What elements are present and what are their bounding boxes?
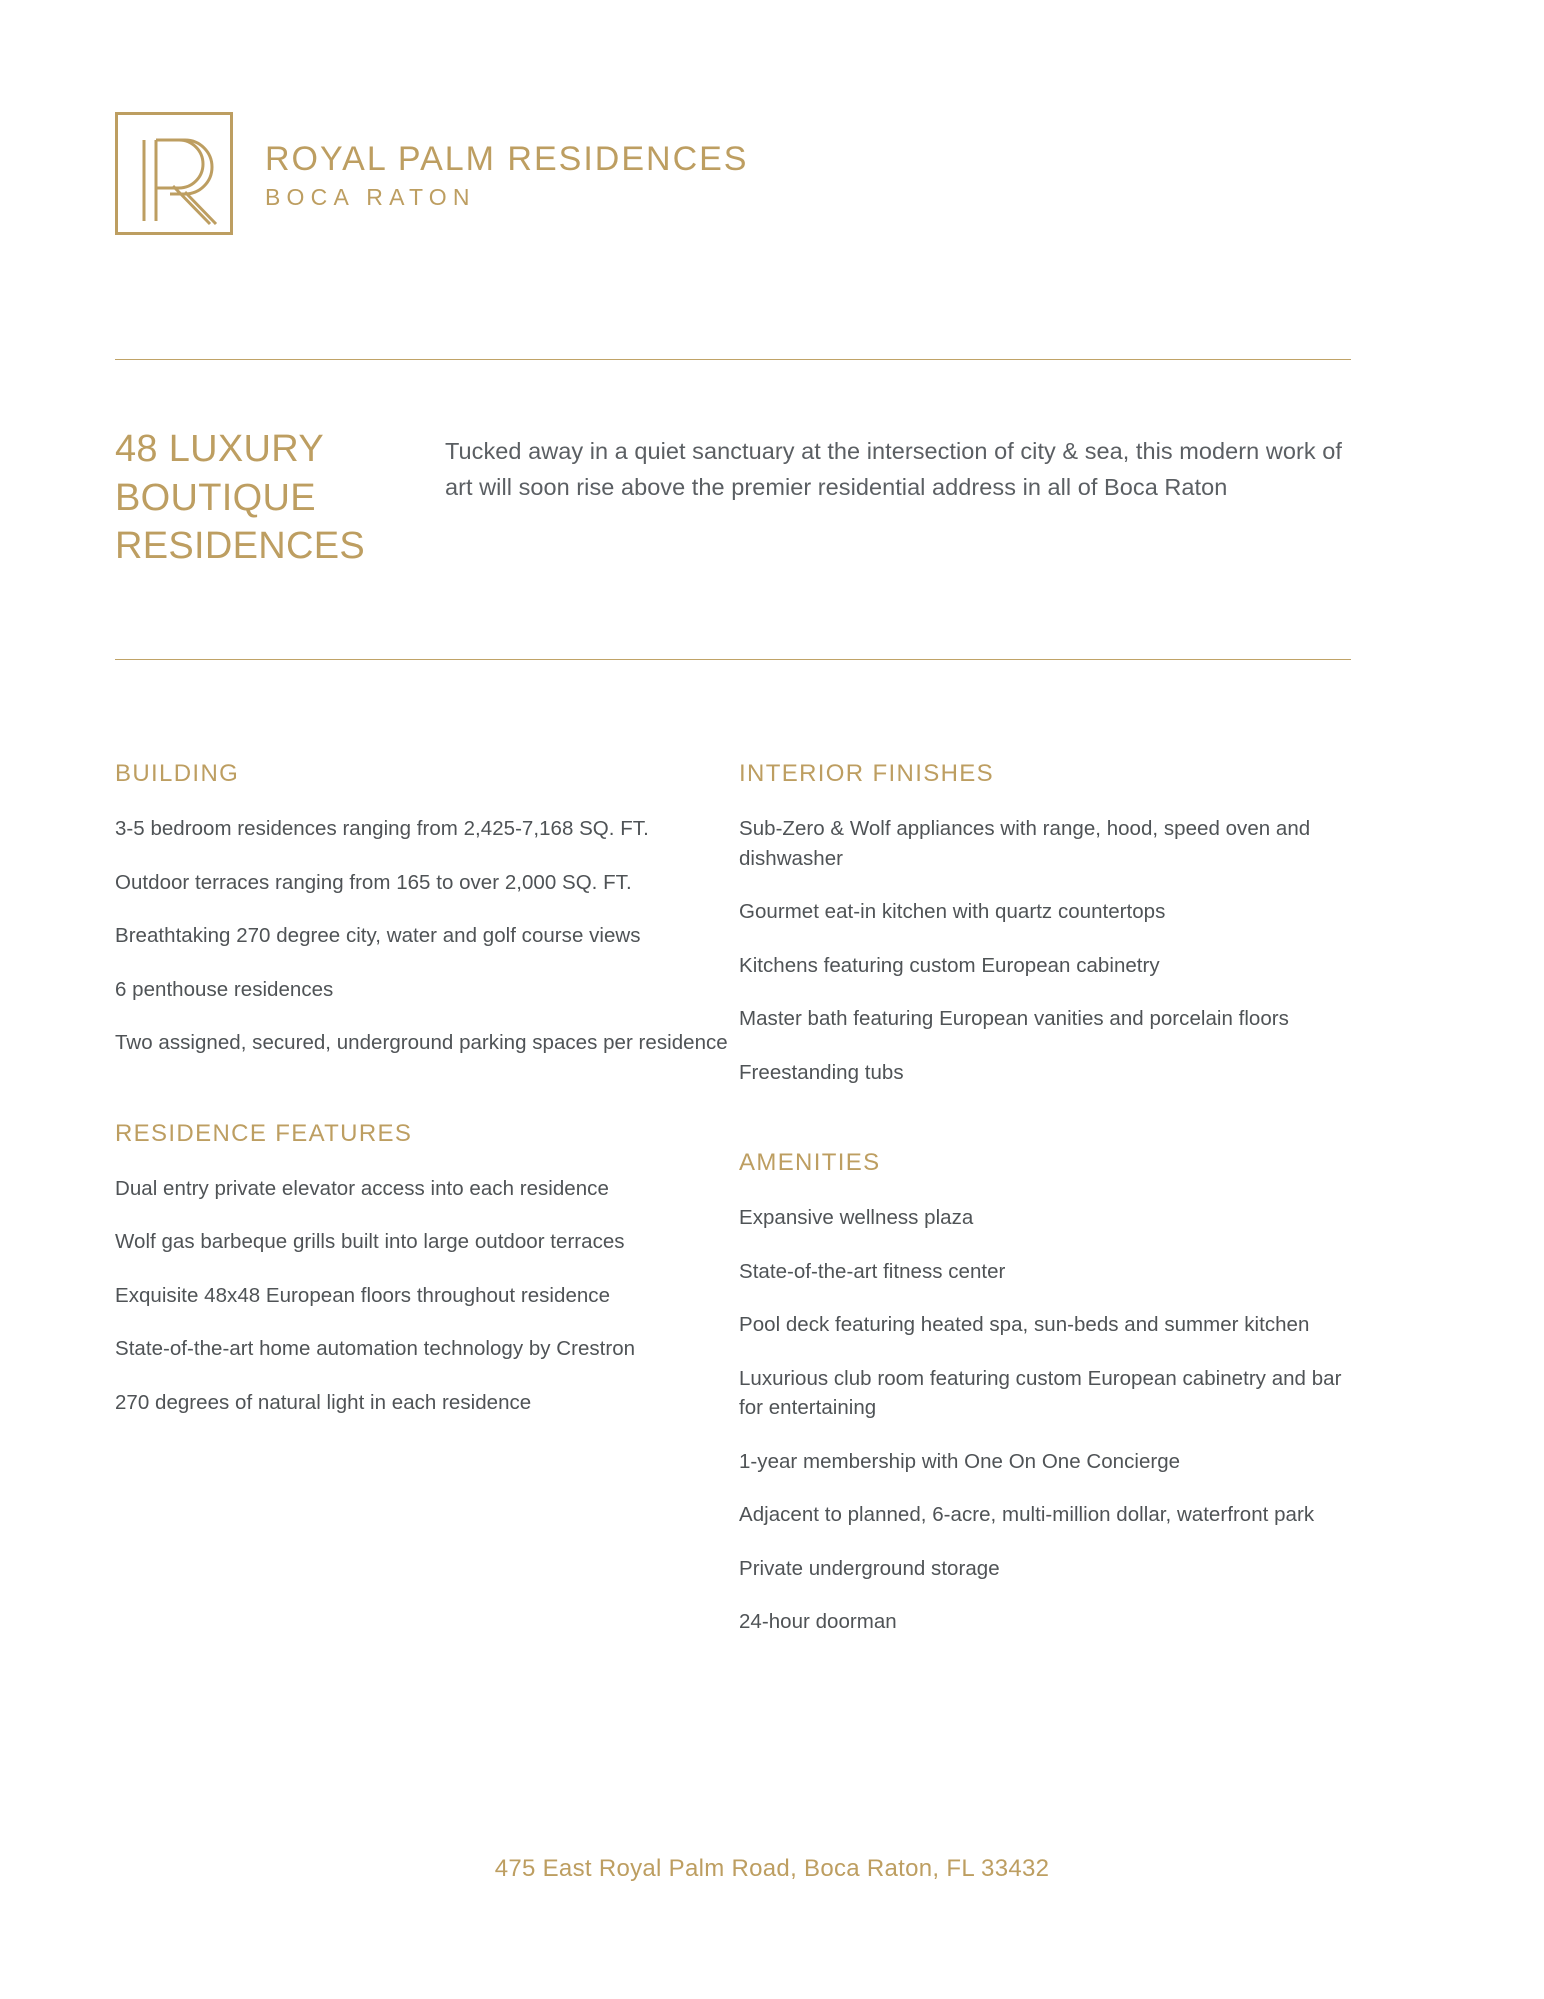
intro-band	[115, 425, 1355, 571]
list-item: Two assigned, secured, underground parking spaces per residence	[115, 1031, 728, 1055]
royal-palm-r-monogram-icon	[115, 112, 233, 235]
list-item: Outdoor terraces ranging from 165 to over 2,000 SQ. FT.	[115, 870, 632, 894]
section-building	[115, 760, 735, 1058]
footer-address: 475 East Royal Palm Road, Boca Raton, FL 33432	[494, 1855, 1050, 1882]
list-item: Breathtaking 270 degree city, water and golf course views	[115, 924, 641, 948]
brand-header	[115, 112, 749, 235]
divider-bottom	[115, 659, 1351, 660]
section-title-amenities: AMENITIES	[739, 1149, 881, 1177]
list-item: Dual entry private elevator access into each residence	[115, 1176, 609, 1200]
section-amenities	[739, 1149, 1355, 1637]
section-title-residence-features: RESIDENCE FEATURES	[115, 1119, 413, 1147]
list-item: 1-year membership with One On One Concierge	[739, 1449, 1181, 1473]
list-item: Exquisite 48x48 European floors throughout residence	[115, 1283, 611, 1307]
bullet-list-interior-finishes	[739, 814, 1355, 1087]
intro-description: Tucked away in a quiet sanctuary at the intersection of city & sea, this modern work of art will soon rise above the premier residential address in all of Boca Raton	[445, 438, 1342, 500]
list-item: 24-hour doorman	[739, 1610, 897, 1634]
list-item: Wolf gas barbeque grills built into large outdoor terraces	[115, 1230, 625, 1254]
list-item: Private underground storage	[739, 1556, 1000, 1580]
bullet-list-residence-features	[115, 1174, 735, 1418]
list-item: 3-5 bedroom residences ranging from 2,425-7,168 SQ. FT.	[115, 817, 649, 840]
list-item: Sub-Zero & Wolf appliances with range, hood, speed oven and dishwasher	[739, 817, 1311, 870]
divider-top	[115, 359, 1351, 360]
list-item: State-of-the-art fitness center	[739, 1259, 1006, 1283]
column-left	[115, 760, 735, 1637]
list-item: 6 penthouse residences	[115, 977, 334, 1001]
list-item: State-of-the-art home automation technology by Crestron	[115, 1337, 636, 1361]
list-item: Pool deck featuring heated spa, sun-beds and summer kitchen	[739, 1313, 1310, 1337]
list-item: Luxurious club room featuring custom European cabinetry and bar for entertaining	[739, 1366, 1342, 1420]
bullet-list-amenities	[739, 1203, 1355, 1637]
section-residence-features	[115, 1120, 735, 1418]
section-interior-finishes	[739, 760, 1355, 1087]
section-title-interior-finishes: INTERIOR FINISHES	[739, 760, 994, 787]
list-item: Freestanding tubs	[739, 1060, 904, 1084]
list-item: 270 degrees of natural light in each residence	[115, 1390, 532, 1414]
brand-location: BOCA RATON	[265, 184, 476, 211]
section-title-building: BUILDING	[115, 760, 240, 787]
brand-name: ROYAL PALM RESIDENCES	[265, 140, 749, 179]
list-item: Master bath featuring European vanities and porcelain floors	[739, 1007, 1289, 1031]
column-right	[735, 760, 1355, 1637]
list-item: Adjacent to planned, 6-acre, multi-million dollar, waterfront park	[739, 1503, 1315, 1527]
intro-headline: 48 LUXURY BOUTIQUE RESIDENCES	[115, 428, 366, 568]
bullet-list-building	[115, 814, 735, 1058]
feature-columns	[115, 760, 1355, 1637]
brand-wordmark	[265, 134, 749, 213]
list-item: Kitchens featuring custom European cabinetry	[739, 953, 1160, 977]
list-item: Gourmet eat-in kitchen with quartz countertops	[739, 900, 1166, 924]
list-item: Expansive wellness plaza	[739, 1206, 974, 1230]
